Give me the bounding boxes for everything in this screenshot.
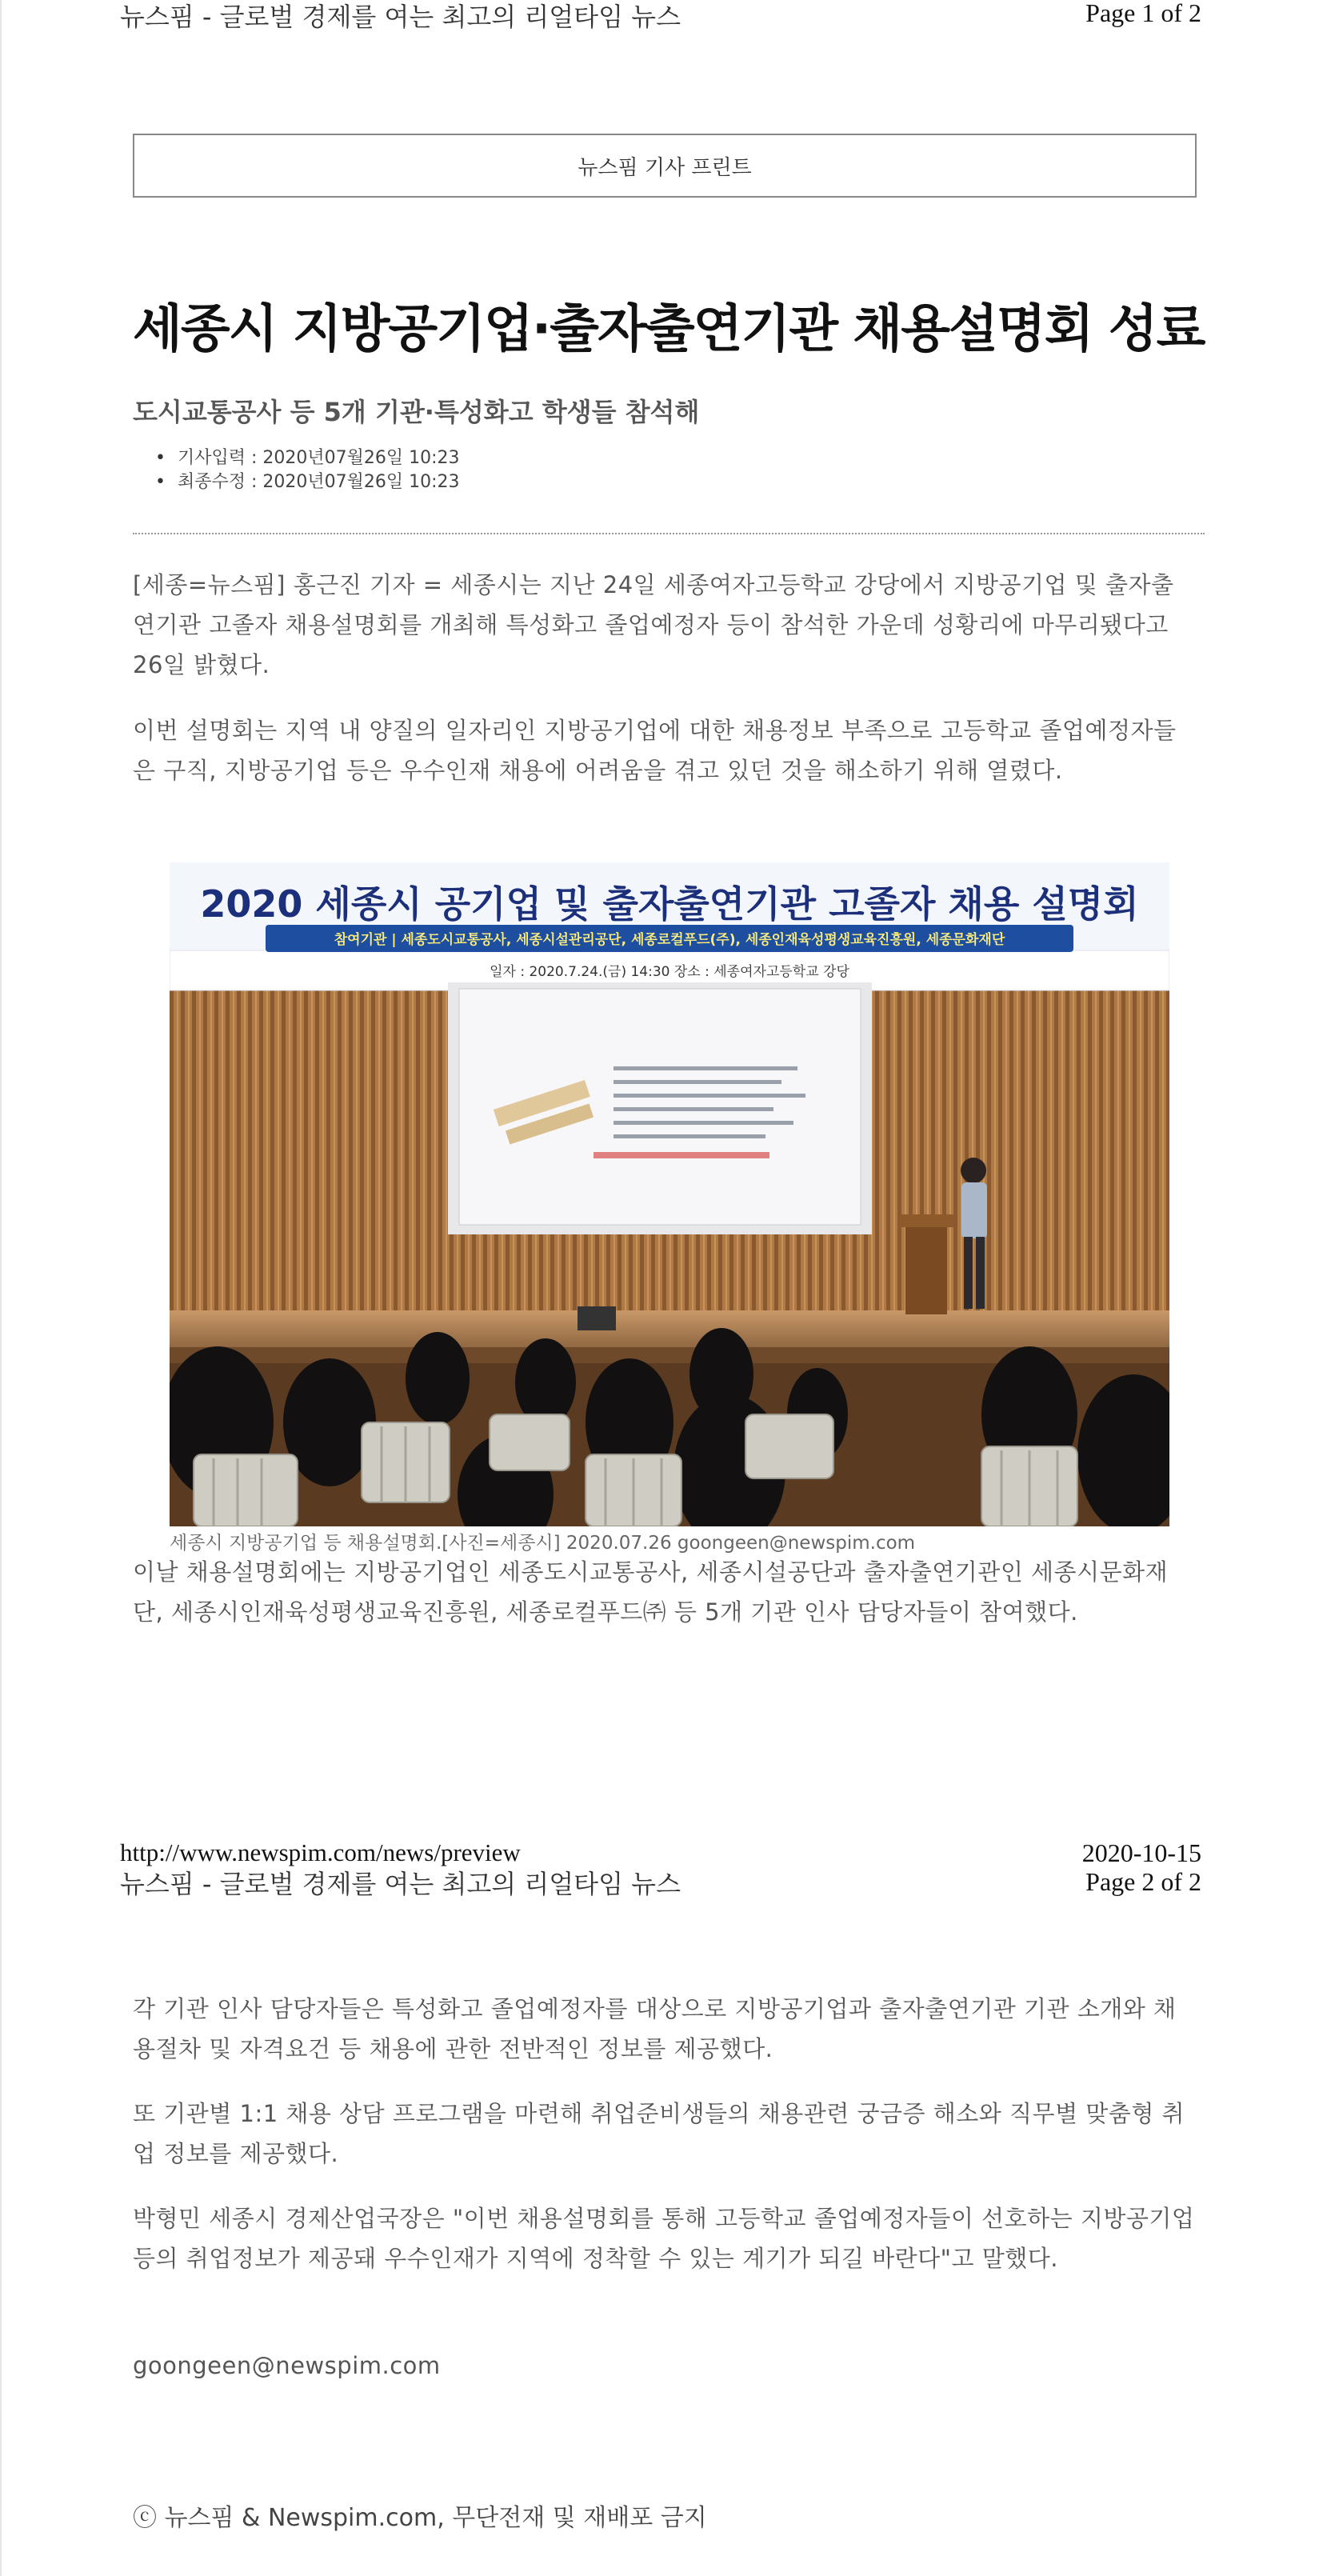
article-divider xyxy=(133,533,1205,534)
print-header-title: 뉴스핌 - 글로벌 경제를 여는 최고의 리얼타임 뉴스 xyxy=(120,1869,681,1899)
article-print-label-box xyxy=(133,134,1197,198)
copyright-notice: ⓒ 뉴스핌 & Newspim.com, 무단전재 및 재배포 금지 xyxy=(133,2504,707,2532)
article-paragraph: 이번 설명회는 지역 내 양질의 일자리인 지방공기업에 대한 채용정보 부족으로 고등학교 졸업예정자들은 구직, 지방공기업 등은 우수인재 채용에 어려움을 겪고 있던 것을 해소하기 위해 열렸다. xyxy=(133,717,1177,784)
article-subheadline: 도시교통공사 등 5개 기관·특성화고 학생들 참석해 xyxy=(133,397,700,427)
article-meta-list xyxy=(178,446,460,494)
article-paragraph: 또 기관별 1:1 채용 상담 프로그램을 마련해 취업준비생들의 채용관련 궁금증 해소와 직무별 맞춤형 취업 정보를 제공했다. xyxy=(133,2100,1185,2167)
article-print-label: 뉴스핌 기사 프린트 xyxy=(578,155,752,180)
article-paragraph: 이날 채용설명회에는 지방공기업인 세종도시교통공사, 세종시설공단과 출자출연기관인 세종시문화재단, 세종시인재육성평생교육진흥원, 세종로컬푸드㈜ 등 5개 기관 인사 담당자들이 참여했다. xyxy=(133,1558,1169,1626)
photo-caption: 세종시 지방공기업 등 채용설명회.[사진=세종시] 2020.07.26 goongeen@newspim.com xyxy=(170,1533,916,1554)
photo-banner-info: 일자 : 2020.7.24.(금) 14:30 장소 : 세종여자고등학교 강당 xyxy=(490,964,849,980)
print-footer-date: 2020-10-15 xyxy=(1081,1838,1201,1867)
photo-banner-subtitle: 참여기관 | 세종도시교통공사, 세종시설관리공단, 세종로컬푸드(주), 세종인재육성평생교육진흥원, 세종문화재단 xyxy=(334,932,1005,948)
print-header-title: 뉴스핌 - 글로벌 경제를 여는 최고의 리얼타임 뉴스 xyxy=(120,2,681,32)
article-headline: 세종시 지방공기업·출자출연기관 채용설명회 성료 xyxy=(133,300,1205,359)
article-published-time: • 기사입력 : 2020년07월26일 10:23 xyxy=(178,446,460,470)
article-modified-time: • 최종수정 : 2020년07월26일 10:23 xyxy=(178,470,460,494)
print-footer-url: http://www.newspim.com/news/preview xyxy=(120,1838,521,1866)
article-photo-graphic xyxy=(170,862,1169,1526)
article-paragraph: 각 기관 인사 담당자들은 특성화고 졸업예정자를 대상으로 지방공기업과 출자출연기관 기관 소개와 채용절차 및 자격요건 등 채용에 관한 전반적인 정보를 제공했다. xyxy=(133,1995,1177,2062)
print-header-page-number: Page 1 of 2 xyxy=(1085,0,1201,27)
article-paragraph: [세종=뉴스핌] 홍근진 기자 = 세종시는 지난 24일 세종여자고등학교 강당에서 지방공기업 및 출자출연기관 고졸자 채용설명회를 개최해 특성화고 졸업예정자 등이 참석한 가운데 성황리에 마무리됐다고 26일 밝혔다. xyxy=(133,571,1174,678)
article-photo xyxy=(170,862,1169,1526)
photo-banner-title: 2020 세종시 공기업 및 출자출연기관 고졸자 채용 설명회 xyxy=(200,882,1139,926)
page-left-edge xyxy=(0,0,2,2576)
article-paragraph: 박형민 세종시 경제산업국장은 "이번 채용설명회를 통해 고등학교 졸업예정자들이 선호하는 지방공기업 등의 취업정보가 제공돼 우수인재가 지역에 정착할 수 있는 계기가 되길 바란다"고 말했다. xyxy=(133,2205,1195,2272)
reporter-email: goongeen@newspim.com xyxy=(133,2352,441,2379)
print-header-page-number: Page 2 of 2 xyxy=(1085,1867,1201,1896)
